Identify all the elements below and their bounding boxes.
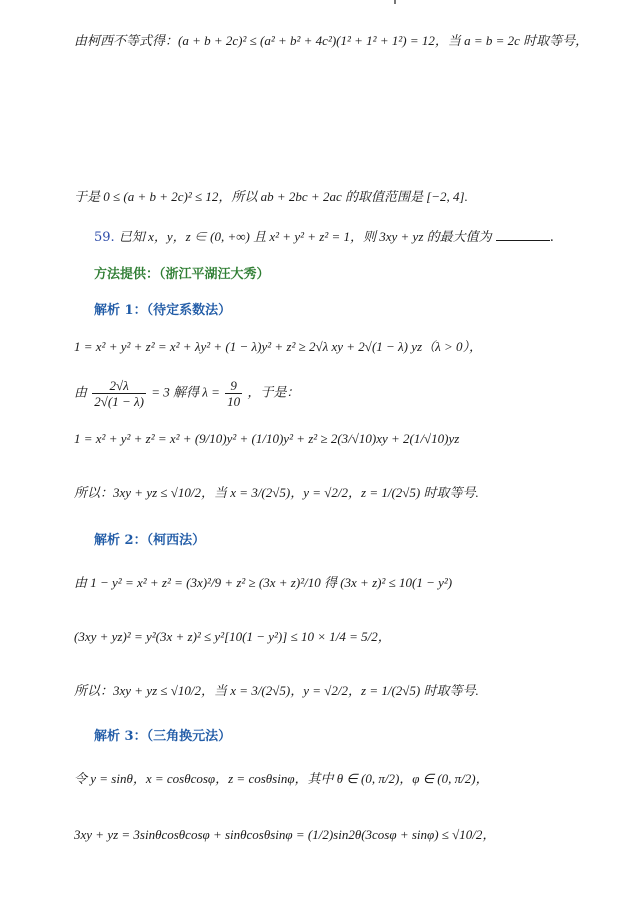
- lambda-numerator: 9: [225, 378, 242, 394]
- solution-1-title: 解析 1：（待定系数法）: [94, 303, 232, 318]
- ratio-fraction: [92, 378, 146, 409]
- answer-blank: [496, 228, 550, 241]
- cauchy-inequality-line: 由柯西不等式得：(a + b + 2c)² ≤ (a² + b² + 4c²)(1² + 1² + 1²) = 12，当 a = b = 2c 时取等号，: [74, 33, 589, 48]
- solution-2-title: 解析 2：（柯西法）: [94, 533, 206, 548]
- lambda-denominator: 10: [227, 394, 241, 409]
- problem-end: .: [549, 230, 554, 245]
- solution-3-equation-1: 令 y = sinθ，x = cosθcosφ，z = cosθsinφ，其中 θ ∈ (0, π/2)，φ ∈ (0, π/2)，: [74, 771, 489, 786]
- solution-3-equation-2: 3xy + yz = 3sinθcosθcosφ + sinθcosθsinφ = (1/2)sin2θ(3cosφ + sinφ) ≤ √10/2，: [74, 827, 496, 842]
- ratio-numerator: 2√λ: [92, 378, 146, 394]
- solution-3-title: 解析 3：（三角换元法）: [94, 729, 232, 744]
- solution-1-eq2-middle: = 3 解得 λ =: [151, 384, 220, 400]
- method-provider: 方法提供：（浙江平湖汪大秀）: [94, 267, 270, 282]
- solution-1-eq2-prefix: 由: [74, 384, 88, 400]
- problem-59: [94, 228, 554, 247]
- range-conclusion-line: 于是 0 ≤ (a + b + 2c)² ≤ 12，所以 ab + 2bc + 2ac 的取值范围是 [−2, 4].: [74, 189, 468, 204]
- ratio-denominator: 2√(1 − λ): [94, 394, 144, 409]
- solution-1-eq2-suffix: ，于是：: [247, 384, 300, 400]
- problem-text: 已知 x，y，z ∈ (0, +∞) 且 x² + y² + z² = 1，则 3xy + yz 的最大值为: [118, 229, 492, 244]
- solution-2-equation-2: (3xy + yz)² = y²(3x + z)² ≤ y²[10(1 − y²)] ≤ 10 × 1/4 = 5/2，: [74, 629, 391, 644]
- lambda-fraction: [225, 378, 242, 409]
- solution-1-equation-2: [74, 378, 299, 409]
- top-edge-mark: [394, 0, 396, 4]
- solution-2-equation-1: 由 1 − y² = x² + z² = (3x)²/9 + z² ≥ (3x + z)²/10 得 (3x + z)² ≤ 10(1 − y²): [74, 575, 453, 590]
- solution-1-equation-3: 1 = x² + y² + z² = x² + (9/10)y² + (1/10)y² + z² ≥ 2(3/√10)xy + 2(1/√10)yz: [74, 431, 460, 446]
- solution-1-equation-1: 1 = x² + y² + z² = x² + λy² + (1 − λ)y² + z² ≥ 2√λ xy + 2√(1 − λ) yz（λ > 0），: [74, 339, 482, 354]
- problem-number: 59.: [94, 230, 115, 245]
- solution-1-result: 所以：3xy + yz ≤ √10/2，当 x = 3/(2√5)，y = √2/2，z = 1/(2√5) 时取等号.: [74, 485, 479, 500]
- solution-2-result: 所以：3xy + yz ≤ √10/2，当 x = 3/(2√5)，y = √2/2，z = 1/(2√5) 时取等号.: [74, 683, 479, 698]
